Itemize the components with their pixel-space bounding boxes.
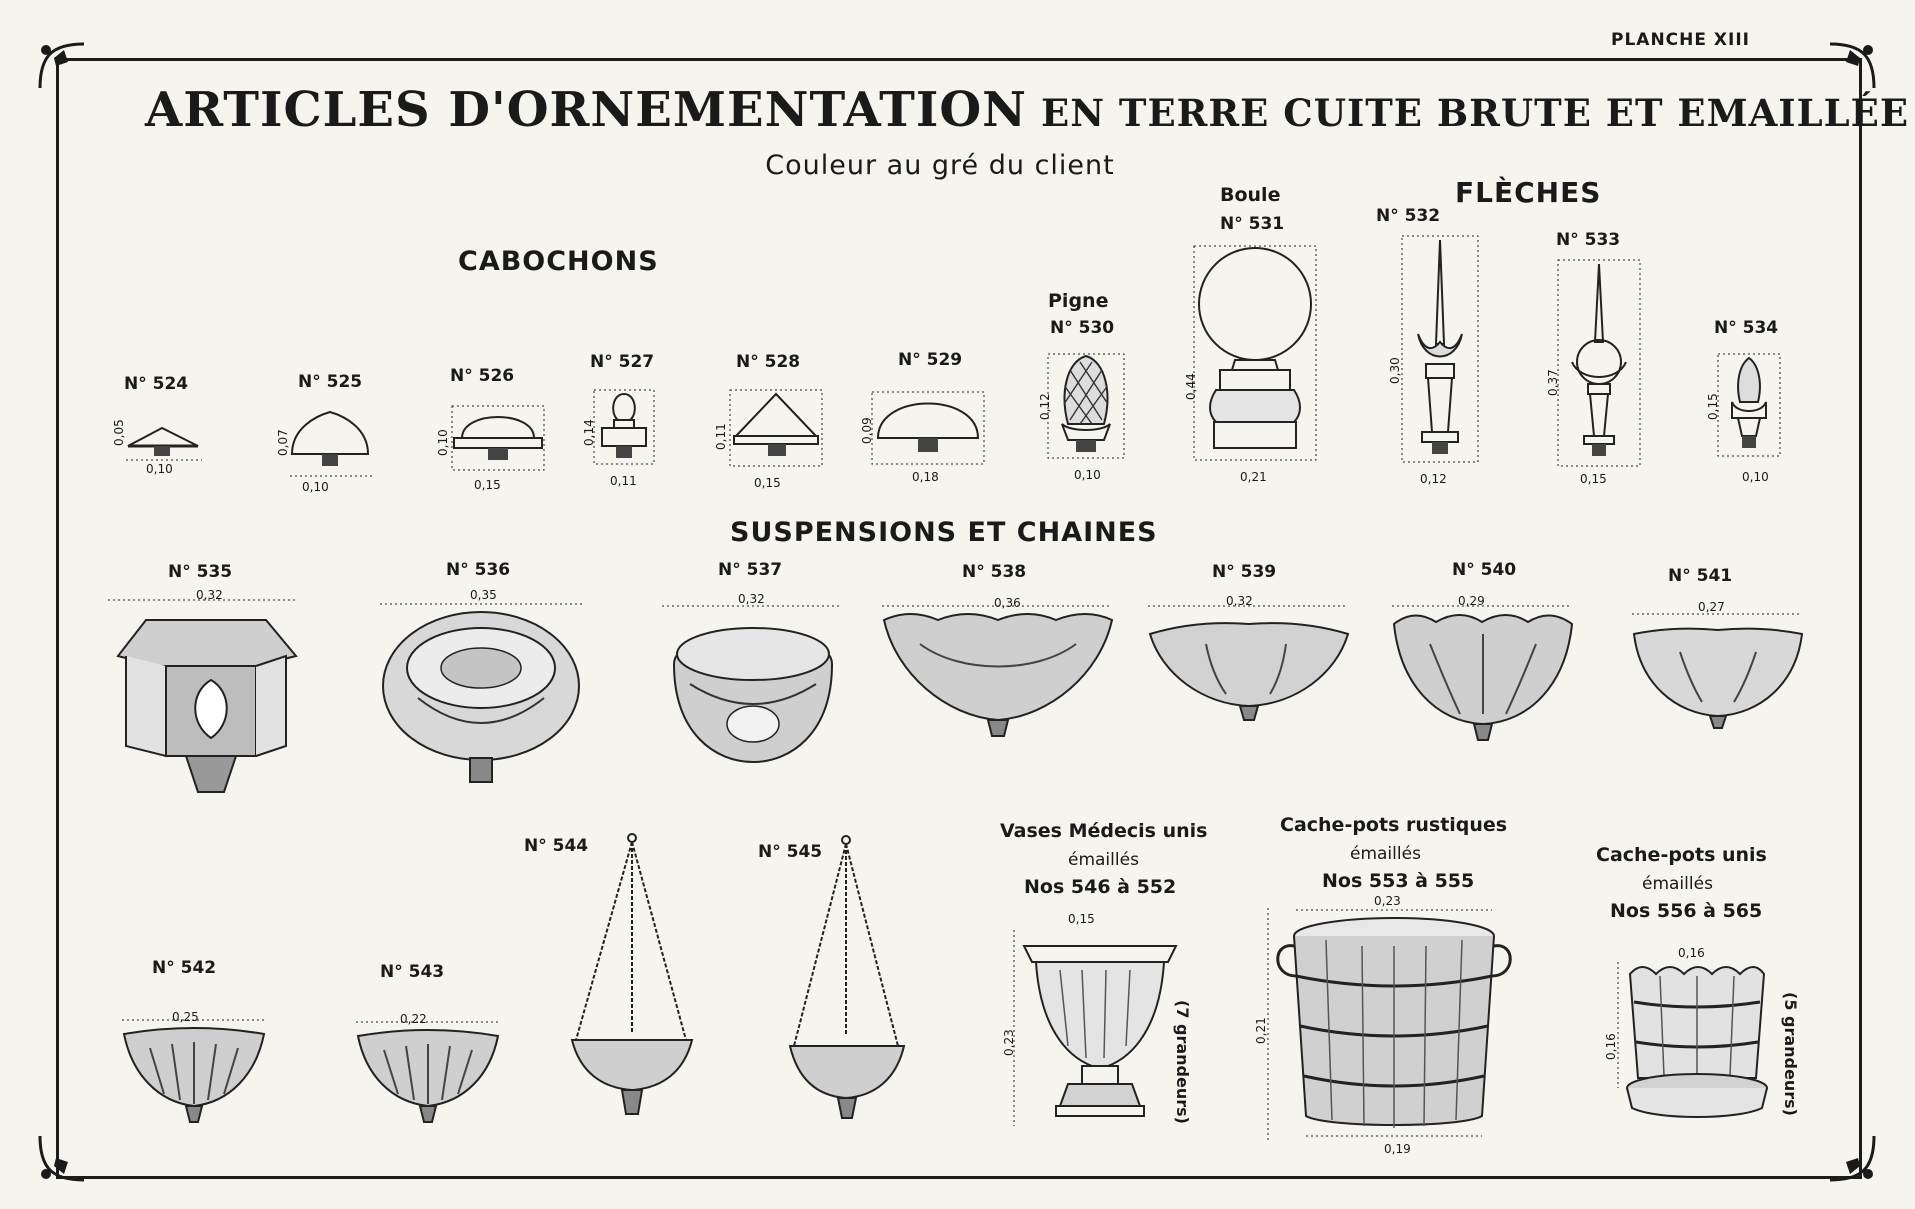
dim-width-543: 0,22 [400,1012,427,1026]
dim-width-533: 0,15 [1580,472,1607,486]
chaine-544-drawing [566,832,696,1128]
boule-531-drawing [1190,242,1320,472]
dim-width-529: 0,18 [912,470,939,484]
dim-width-542: 0,25 [172,1010,199,1024]
vases-numbers: Nos 546 à 552 [1024,876,1177,898]
item-number-543: N° 543 [380,962,445,982]
dim-height-531: 0,44 [1184,373,1198,400]
dim-width-530: 0,10 [1074,468,1101,482]
item-number-529: N° 529 [898,350,963,370]
item-number-525: N° 525 [298,372,363,392]
cache-pot-uni-drawing [1616,958,1776,1134]
dim-width-528: 0,15 [754,476,781,490]
item-number-527: N° 527 [590,352,655,372]
title-rest: EN TERRE CUITE BRUTE ET EMAILLÉE [1041,91,1910,135]
item-number-541: N° 541 [1668,566,1733,586]
dim-width-524: 0,10 [146,462,173,476]
suspension-543-drawing [354,1020,502,1130]
vase-medecis-drawing [1010,926,1190,1132]
dim-width-537: 0,32 [738,592,765,606]
item-number-539: N° 539 [1212,562,1277,582]
item-number-531: N° 531 [1220,214,1285,234]
item-number-536: N° 536 [446,560,511,580]
corner-ornament-top-left [32,36,92,96]
corner-ornament-bottom-left [32,1128,92,1188]
title-main: ARTICLES D'ORNEMENTATION [145,82,1028,138]
item-number-532: N° 532 [1376,206,1441,226]
dim-height-529: 0,09 [860,417,874,444]
dim-height-unis: 0,16 [1604,1033,1618,1060]
dim-height-530: 0,12 [1038,393,1052,420]
cabochon-525-drawing [280,408,380,480]
vases-sizes: (7 grandeurs) [1173,1000,1192,1124]
cabochon-528-drawing [726,386,826,476]
section-fleches: FLÈCHES [1455,176,1602,209]
dim-width-bottom-rustiques: 0,19 [1384,1142,1411,1156]
item-number-533: N° 533 [1556,230,1621,250]
pigne-530-drawing [1046,350,1126,466]
dim-width-538: 0,36 [994,596,1021,610]
unis-subtitle: émaillés [1642,874,1713,894]
dim-width-539: 0,32 [1226,594,1253,608]
item-number-537: N° 537 [718,560,783,580]
suspension-536-drawing [378,598,584,790]
vases-subtitle: émaillés [1068,850,1139,870]
unis-title: Cache-pots unis [1596,844,1767,866]
fleche-532-drawing [1400,234,1480,476]
boule-name: Boule [1220,184,1281,206]
rustiques-numbers: Nos 553 à 555 [1322,870,1475,892]
dim-height-528: 0,11 [714,423,728,450]
dim-height-533: 0,37 [1546,369,1560,396]
dim-width-541: 0,27 [1698,600,1725,614]
unis-sizes: (5 grandeurs) [1781,992,1800,1116]
dim-width-531: 0,21 [1240,470,1267,484]
item-number-526: N° 526 [450,366,515,386]
section-cabochons: CABOCHONS [458,246,659,277]
dim-width-536: 0,35 [470,588,497,602]
dim-height-534: 0,15 [1706,393,1720,420]
corner-ornament-bottom-right [1822,1128,1882,1188]
suspension-542-drawing [120,1018,268,1130]
page-subtitle: Couleur au gré du client [765,150,1115,181]
item-number-524: N° 524 [124,374,189,394]
cabochon-529-drawing [868,388,988,474]
suspension-540-drawing [1390,604,1576,746]
vases-title: Vases Médecis unis [1000,820,1208,842]
suspension-535-drawing [106,596,302,802]
fleche-534-drawing [1716,350,1782,470]
suspension-539-drawing [1146,604,1352,726]
dim-height-525: 0,07 [276,429,290,456]
item-number-544: N° 544 [524,836,589,856]
unis-numbers: Nos 556 à 565 [1610,900,1763,922]
dim-width-top-rustiques: 0,23 [1374,894,1401,908]
suspension-541-drawing [1630,612,1806,734]
item-number-538: N° 538 [962,562,1027,582]
item-number-542: N° 542 [152,958,217,978]
cabochon-524-drawing [120,410,210,470]
dim-width-525: 0,10 [302,480,329,494]
rustiques-title: Cache-pots rustiques [1280,814,1508,836]
dim-width-unis: 0,16 [1678,946,1705,960]
suspension-538-drawing [880,604,1116,750]
dim-width-532: 0,12 [1420,472,1447,486]
dim-height-527: 0,14 [582,419,596,446]
dim-width-vases: 0,15 [1068,912,1095,926]
rustiques-subtitle: émaillés [1350,844,1421,864]
item-number-530: N° 530 [1050,318,1115,338]
dim-width-540: 0,29 [1458,594,1485,608]
dim-width-526: 0,15 [474,478,501,492]
dim-height-vases: 0,23 [1002,1029,1016,1056]
dim-width-535: 0,32 [196,588,223,602]
cabochon-526-drawing [448,398,548,478]
dim-width-527: 0,11 [610,474,637,488]
cabochon-527-drawing [592,386,656,476]
section-suspensions: SUSPENSIONS ET CHAINES [730,517,1158,548]
page-title [145,82,1910,138]
dim-width-534: 0,10 [1742,470,1769,484]
item-number-540: N° 540 [1452,560,1517,580]
dim-height-524: 0,05 [112,419,126,446]
cache-pot-rustique-drawing [1266,906,1522,1144]
corner-ornament-top-right [1822,36,1882,96]
item-number-528: N° 528 [736,352,801,372]
dim-height-532: 0,30 [1388,357,1402,384]
suspension-537-drawing [660,604,846,770]
planche-number: PLANCHE XIII [1611,30,1750,50]
dim-height-rustiques: 0,21 [1254,1017,1268,1044]
pigne-name: Pigne [1048,290,1109,312]
fleche-533-drawing [1556,258,1642,478]
item-number-545: N° 545 [758,842,823,862]
item-number-534: N° 534 [1714,318,1779,338]
dim-height-526: 0,10 [436,429,450,456]
chaine-545-drawing [786,834,912,1130]
item-number-535: N° 535 [168,562,233,582]
